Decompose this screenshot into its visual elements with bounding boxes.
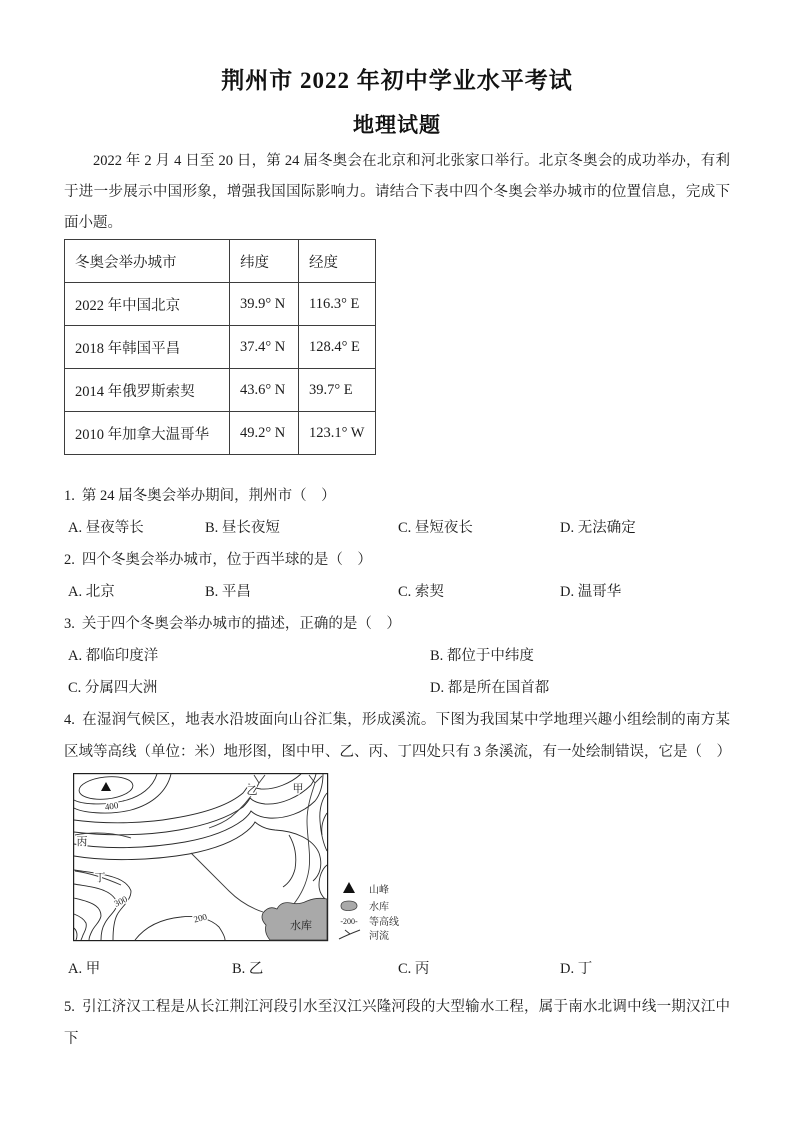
legend-peak-label: 山峰 bbox=[369, 885, 389, 896]
contour-line bbox=[74, 774, 171, 813]
header-cell-longitude: 经度 bbox=[299, 240, 376, 283]
question-2 bbox=[64, 544, 730, 576]
legend-reservoir-icon bbox=[341, 901, 357, 911]
q4-option-d: D. 丁 bbox=[560, 961, 593, 977]
question-1-number: 1. bbox=[64, 488, 75, 504]
contour-line bbox=[74, 914, 86, 940]
question-3-options-row-2 bbox=[64, 672, 730, 704]
cell-latitude: 49.2° N bbox=[230, 412, 299, 455]
question-1 bbox=[64, 480, 730, 512]
peak-icon bbox=[101, 782, 111, 791]
exam-subtitle: 地理试题 bbox=[353, 113, 441, 137]
contour-line bbox=[74, 928, 77, 940]
question-3-options-row-1 bbox=[64, 640, 730, 672]
q2-option-c: C. 索契 bbox=[398, 584, 444, 600]
contour-label-400: 400 bbox=[104, 800, 119, 812]
q2-option-b: B. 平昌 bbox=[205, 584, 251, 600]
label-ding: 丁 bbox=[94, 872, 106, 884]
cell-city: 2018 年韩国平昌 bbox=[65, 326, 230, 369]
q1-option-c: C. 昼短夜长 bbox=[398, 520, 473, 536]
contour-label-300: 300 bbox=[112, 893, 129, 909]
question-5 bbox=[64, 991, 730, 1055]
host-city-table bbox=[64, 239, 376, 455]
map-legend bbox=[339, 882, 399, 942]
q1-option-d: D. 无法确定 bbox=[560, 520, 636, 536]
legend-river-label: 河流 bbox=[369, 931, 389, 942]
contour-line bbox=[320, 793, 327, 851]
cell-latitude: 37.4° N bbox=[230, 326, 299, 369]
cell-city: 2022 年中国北京 bbox=[65, 283, 230, 326]
header-cell-city: 冬奥会举办城市 bbox=[65, 240, 230, 283]
river-main bbox=[191, 853, 263, 912]
contour-line bbox=[74, 898, 101, 940]
table-header-row bbox=[65, 240, 376, 283]
q4-option-a: A. 甲 bbox=[68, 961, 101, 977]
contour-map-figure bbox=[73, 773, 730, 943]
table-row bbox=[65, 369, 376, 412]
cell-city: 2010 年加拿大温哥华 bbox=[65, 412, 230, 455]
questions-section bbox=[64, 480, 730, 1055]
question-2-text: 四个冬奥会举办城市，位于西半球的是（ ） bbox=[81, 552, 372, 568]
table-row bbox=[65, 326, 376, 369]
contour-line bbox=[283, 835, 296, 887]
label-jia: 甲 bbox=[292, 783, 304, 795]
table-row bbox=[65, 283, 376, 326]
river-yi-fork bbox=[254, 775, 265, 783]
legend-peak-icon bbox=[343, 882, 355, 893]
contour-map-svg bbox=[73, 773, 445, 943]
exam-title: 荆州市 2022 年初中学业水平考试 bbox=[221, 68, 573, 93]
question-3 bbox=[64, 608, 730, 640]
contour-label-200: 200 bbox=[192, 911, 209, 925]
question-2-number: 2. bbox=[64, 552, 75, 568]
q1-option-a: A. 昼夜等长 bbox=[68, 520, 144, 536]
question-5-text: 引江济汉工程是从长江荆江河段引水至汉江兴隆河段的大型输水工程，属于南水北调中线一期汉江中下 bbox=[64, 999, 730, 1047]
cell-latitude: 43.6° N bbox=[230, 369, 299, 412]
question-2-options bbox=[64, 576, 730, 608]
q2-option-a: A. 北京 bbox=[68, 584, 115, 600]
header-cell-latitude: 纬度 bbox=[230, 240, 299, 283]
question-4-options bbox=[64, 953, 730, 985]
reservoir-label: 水库 bbox=[290, 920, 312, 932]
q3-option-b: B. 都位于中纬度 bbox=[430, 648, 534, 664]
question-1-options bbox=[64, 512, 730, 544]
q4-option-b: B. 乙 bbox=[232, 961, 264, 977]
q3-option-d: D. 都是所在国首都 bbox=[430, 680, 550, 696]
question-5-number: 5. bbox=[64, 999, 75, 1015]
contour-line bbox=[74, 884, 117, 940]
label-bing: 丙 bbox=[76, 836, 88, 848]
q4-option-c: C. 丙 bbox=[398, 961, 430, 977]
table-row bbox=[65, 412, 376, 455]
question-1-text: 第 24 届冬奥会举办期间，荆州市（ ） bbox=[81, 488, 336, 504]
cell-longitude: 116.3° E bbox=[299, 283, 376, 326]
cell-city: 2014 年俄罗斯索契 bbox=[65, 369, 230, 412]
cell-longitude: 39.7° E bbox=[299, 369, 376, 412]
contour-line bbox=[322, 813, 327, 835]
question-3-text: 关于四个冬奥会举办城市的描述，正确的是（ ） bbox=[81, 616, 401, 632]
label-yi: 乙 bbox=[246, 785, 258, 797]
question-4-number: 4. bbox=[64, 712, 75, 728]
contour-line bbox=[74, 822, 321, 881]
question-3-number: 3. bbox=[64, 616, 75, 632]
q3-option-a: A. 都临印度洋 bbox=[68, 648, 159, 664]
q3-option-c: C. 分属四大洲 bbox=[68, 680, 158, 696]
cell-latitude: 39.9° N bbox=[230, 283, 299, 326]
intro-paragraph: 2022 年 2 月 4 日至 20 日，第 24 届冬奥会在北京和河北张家口举行。北京冬奥会的成功举办，有利于进一步展示中国形象，增强我国国际影响力。请结合下表中四个冬奥会举办城市的位置信息，完成下面小题。 bbox=[64, 153, 730, 231]
legend-river-icon bbox=[339, 930, 360, 939]
question-4-text: 在湿润气候区，地表水沿坡面向山谷汇集，形成溪流。下图为我国某中学地理兴趣小组绘制的南方某区域等高线（单位：米）地形图，图中甲、乙、丙、丁四处只有 3 条溪流，有一处绘制错误，它是（ ） bbox=[64, 712, 731, 760]
q2-option-d: D. 温哥华 bbox=[560, 584, 622, 600]
cell-longitude: 123.1° W bbox=[299, 412, 376, 455]
legend-reservoir-label: 水库 bbox=[369, 902, 389, 913]
legend-contour-symbol: -200- bbox=[340, 917, 358, 926]
legend-contour-label: 等高线 bbox=[369, 917, 399, 928]
question-4 bbox=[64, 704, 730, 768]
contour-line bbox=[135, 916, 225, 940]
q1-option-b: B. 昼长夜短 bbox=[205, 520, 280, 536]
cell-longitude: 128.4° E bbox=[299, 326, 376, 369]
